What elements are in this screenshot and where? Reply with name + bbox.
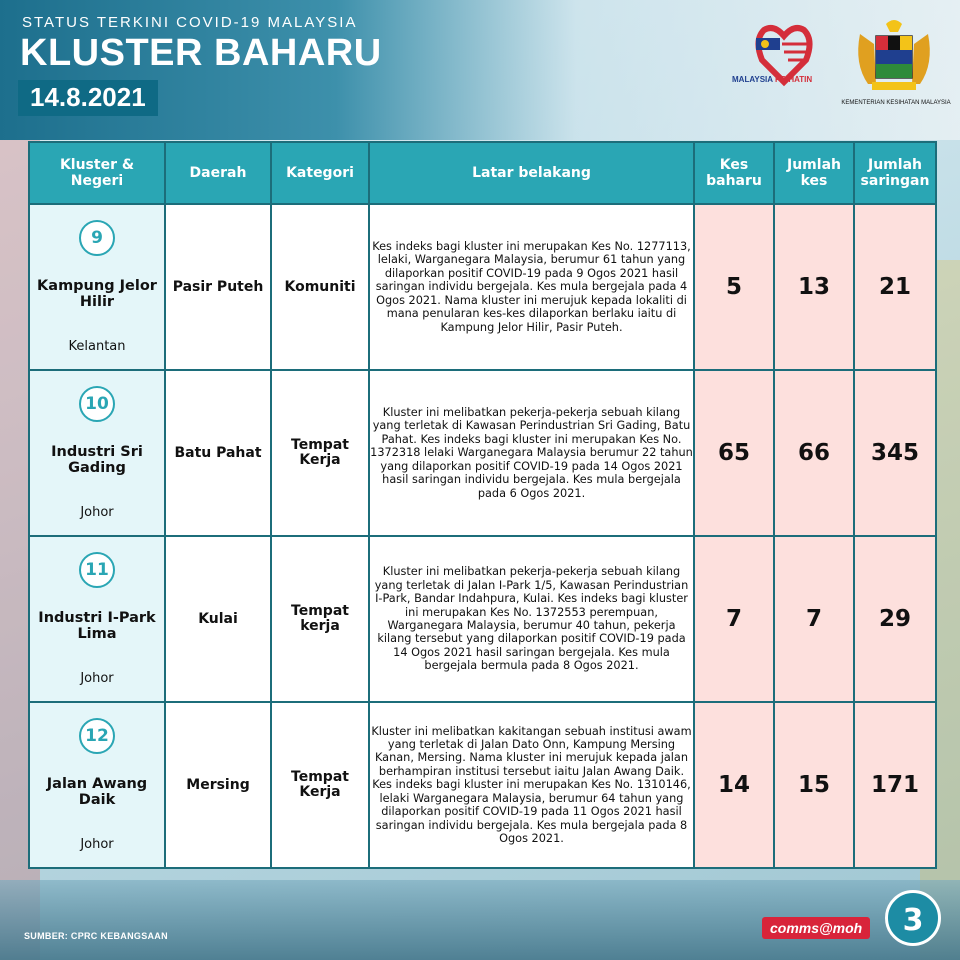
cluster-name: Kampung Jelor Hilir [37,277,157,310]
table-row [29,702,936,868]
cluster-state: Kelantan [68,339,126,354]
jumlah-kes-cell: 13 [774,204,854,370]
cluster-cell [29,370,165,536]
latar-belakang-cell: Kes indeks bagi kluster ini merupakan Kes No. 1277113, lelaki, Warganegara Malaysia, berumur 61 tahun yang dilaporkan positif COVID-19 pada 9 Ogos 2021 hasil saringan individu bergejala. Kes mula bergejala pada 4 Ogos 2021. Nama kluster ini merujuk kepada lokaliti di mana penularan kes-kes dilaporkan berlaku iaitu di Kampung Jelor Hilir, Pasir Puteh. [369,204,694,370]
daerah-cell: Pasir Puteh [165,204,271,370]
status-subtitle: STATUS TERKINI COVID-19 MALAYSIA [22,14,358,31]
source-note: SUMBER: CPRC KEBANGSAAN [24,931,168,941]
cluster-state: Johor [80,671,114,686]
cluster-name: Industri I-Park Lima [38,609,156,642]
kes-baharu-cell: 14 [694,702,774,868]
latar-belakang-cell: Kluster ini melibatkan pekerja-pekerja sebuah kilang yang terletak di Jalan I-Park 1/5, Kawasan Perindustrian I-Park, Bandar Indahpura, Kulai. Kes indeks bagi kluster ini merupakan Kes No. 1372553 perempuan, Warganegara Malaysia, berumur 40 tahun, pekerja kilang tersebut yang dilaporkan positif COVID-19 pada 14 Ogos 2021 hasil saringan bergejala. Kes mula bergejala bermula pada 8 Ogos 2021. [369,536,694,702]
page-title: KLUSTER BAHARU [20,32,382,74]
col-header-jumlah-saringan: Jumlah saringan [854,142,936,204]
kes-baharu-cell: 7 [694,536,774,702]
comms-moh-tag: comms@moh [762,917,870,939]
malaysia-prihatin-wordmark: MALAYSIA PRIHATIN [732,75,813,84]
daerah-cell: Kulai [165,536,271,702]
jumlah-kes-cell: 66 [774,370,854,536]
kes-baharu-cell: 65 [694,370,774,536]
date-badge: 14.8.2021 [18,80,158,116]
cluster-name: Industri Sri Gading [51,443,143,476]
col-header-latar: Latar belakang [369,142,694,204]
cluster-table [28,141,937,869]
cluster-number-badge: 9 [79,220,115,256]
jumlah-kes-cell: 15 [774,702,854,868]
col-header-kluster: Kluster & Negeri [29,142,165,204]
col-header-jumlah-kes: Jumlah kes [774,142,854,204]
kkm-crest-logo [846,14,942,100]
cluster-name: Jalan Awang Daik [46,775,148,808]
jumlah-saringan-cell: 345 [854,370,936,536]
cluster-cell [29,536,165,702]
cluster-number-badge: 12 [79,718,115,754]
col-header-kes-baharu: Kes baharu [694,142,774,204]
kes-baharu-cell: 5 [694,204,774,370]
jumlah-saringan-cell: 29 [854,536,936,702]
cluster-number-badge: 11 [79,552,115,588]
table-row [29,204,936,370]
col-header-kategori: Kategori [271,142,369,204]
cluster-cell [29,702,165,868]
kategori-cell: Tempat Kerja [271,370,369,536]
table-row [29,536,936,702]
kategori-cell: Tempat kerja [271,536,369,702]
col-header-daerah: Daerah [165,142,271,204]
jumlah-saringan-cell: 171 [854,702,936,868]
cluster-state: Johor [80,837,114,852]
jumlah-saringan-cell: 21 [854,204,936,370]
page-number-badge: 3 [885,890,941,946]
kategori-cell: Tempat Kerja [271,702,369,868]
cluster-number-badge: 10 [79,386,115,422]
cluster-state: Johor [80,505,114,520]
table-header-row [29,142,936,204]
daerah-cell: Mersing [165,702,271,868]
kategori-cell: Komuniti [271,204,369,370]
table-row [29,370,936,536]
daerah-cell: Batu Pahat [165,370,271,536]
latar-belakang-cell: Kluster ini melibatkan kakitangan sebuah institusi awam yang terletak di Jalan Dato Onn, Kampung Mersing Kanan, Mersing. Nama kluster ini merujuk kepada jalan berhampiran institusi tersebut iaitu Jalan Awang Daik. Kes indeks bagi kluster ini merupakan Kes No. 1310146, lelaki Warganegara Malaysia, berumur 64 tahun yang dilaporkan positif COVID-19 pada 11 Ogos 2021 hasil saringan individu bergejala. Kes mula bergejala pada 8 Ogos 2021. [369,702,694,868]
cluster-cell [29,204,165,370]
latar-belakang-cell: Kluster ini melibatkan pekerja-pekerja sebuah kilang yang terletak di Kawasan Perindustrian Sri Gading, Batu Pahat. Kes indeks bagi kluster ini merupakan Kes No. 1372318 lelaki Warganegara Malaysia berumur 22 tahun yang dilaporkan positif COVID-19 pada 14 Ogos 2021 hasil saringan individu bergejala. Kes mula bergejala pada 6 Ogos 2021. [369,370,694,536]
kkm-caption: KEMENTERIAN KESIHATAN MALAYSIA [841,100,951,106]
jumlah-kes-cell: 7 [774,536,854,702]
